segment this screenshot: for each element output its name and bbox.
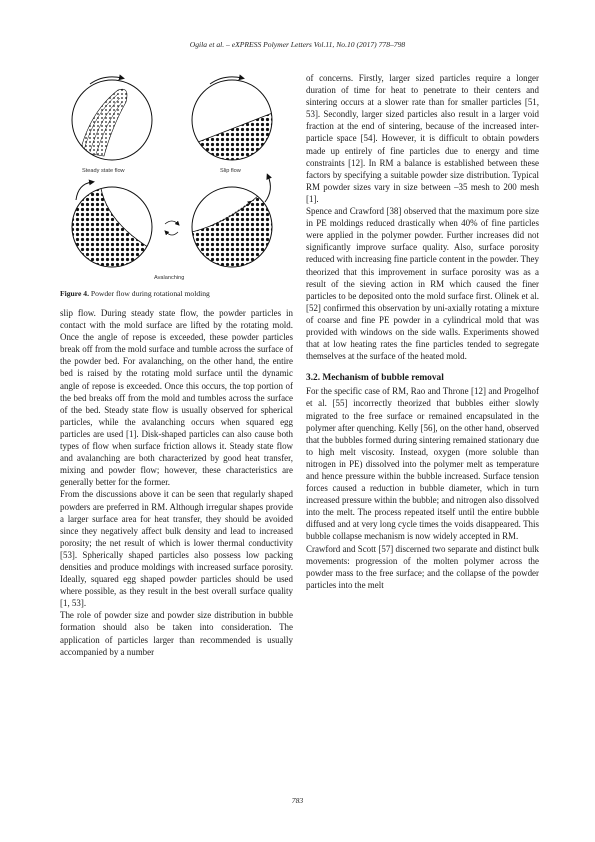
rotation-icon bbox=[165, 221, 178, 235]
label-avalanching: Avalanching bbox=[154, 275, 185, 281]
slip-flow-diagram bbox=[188, 77, 275, 174]
caption-label: Figure 4. bbox=[60, 289, 89, 298]
caption-text: Powder flow during rotational molding bbox=[88, 289, 210, 298]
figure-caption bbox=[60, 289, 293, 299]
paragraph: Crawford and Scott [57] discerned two separate and distinct bulk movements: progression of the molten polymer across the powder mass to the free surface; and the collapse of the powder particles into the melt bbox=[306, 543, 539, 590]
section-heading: 3.2. Mechanism of bubble removal bbox=[306, 373, 444, 384]
paragraph: slip flow. During steady state flow, the powder particles in contact with the mold surface are lifted by the rotating mold. Once the angle of repose is exceeded, these powder particles break off from the mold surface and tumble across the surface of the powder bed. For avalanching, on the other hand, the entire bed is raised by the rotating mold surface until the dynamic angle of repose is exceeded. Once this occurs, the top portion of the bed breaks off from the mold and tumbles across the surface of the bed. Steady state flow is usually observed for spherical particles, while the avalanching occurs when squared egg particles are used [1]. Disk-shaped particles can also cause both types of flow when surface friction allows it. Steady state flow and avalanching are both characterized by good heat transfer, mixing and powder flow; however, these characteristics are generally better for the former. bbox=[60, 308, 293, 488]
paragraph: Spence and Crawford [38] observed that the maximum pore size in PE moldings reduced drastically when 40% of fine particles were applied in the polymer powder. Further increases did not significantly improve surface quality. Also, surface porosity reduced with increasing fine particle content in the powder. They theorized that this improvement in surface porosity was as a result of the sieving action in RM which caused the finer particles to be deposited onto the mold surface first. Olinek et al. [52] confirmed this observation by uni-axially rotating a mixture of coarse and fine PE powder in a cylindrical mold that was provided with windows on the side walls. Experiments showed that at low heating rates the fine particles tended to segregate themselves at the surface of the heated mold. bbox=[306, 206, 539, 362]
right-column bbox=[306, 72, 539, 591]
avalanching-diagram-left bbox=[70, 182, 156, 272]
label-steady-state: Steady state flow bbox=[82, 168, 125, 174]
powder-flow-illustration bbox=[60, 72, 293, 287]
left-column bbox=[60, 72, 293, 658]
avalanching-diagram-right bbox=[192, 176, 275, 272]
page-number: 783 bbox=[291, 796, 304, 805]
figure-powder-flow bbox=[60, 72, 293, 287]
steady-state-diagram bbox=[72, 77, 152, 174]
paragraph: The role of powder size and powder size distribution in bubble formation should also be taken into consideration. The application of particles larger than recommended is usually accompanied by a number bbox=[60, 610, 293, 657]
running-header: Ogila et al. – eXPRESS Polymer Letters Vol.11, No.10 (2017) 778–798 bbox=[189, 40, 406, 49]
paragraph: of concerns. Firstly, larger sized particles require a longer duration of time for heat to penetrate to their centers and sintering occurs at a slower rate than for smaller particles [51, 53]. Secondly, larger sized particles also result in a larger void fraction at the end of sintering, because of the increased inter-particle space [54]. However, it is difficult to obtain powders made up entirely of fine particles due to energy and time constraints [12]. In RM a balance is established between these factors by specifying a suitable powder size distribution. Typical RM powder sizes vary in size between –35 mesh to 200 mesh [1]. bbox=[306, 73, 539, 204]
paragraph: From the discussions above it can be seen that regularly shaped powders are preferred in RM. Although irregular shapes provide a larger surface area for heat transfer, they should be avoided since they negatively affect bulk density and lead to increased porosity; the net result of which is lower thermal conductivity [53]. Spherically shaped particles also possess low packing densities and produce moldings with increased surface porosity. Ideally, squared egg shaped powder particles should be used where possible, as they result in the best overall surface quality [1, 53]. bbox=[60, 489, 293, 609]
label-slip-flow: Slip flow bbox=[220, 168, 241, 174]
paragraph: For the specific case of RM, Rao and Throne [12] and Progelhof et al. [55] incorrectly theorized that bubbles either slowly migrated to the free surface or remained encapsulated in the polymer after quenching. Kelly [56], on the other hand, observed that the bubbles formed during sintering remained stationary due to high melt viscosity. Instead, oxygen (more soluble than nitrogen in PE) dissolved into the polymer melt as temperature and hence pressure within the bubble increased. Surface tension forces caused a reduction in bubble diameter, which in turn increased pressure within the bubble; and nitrogen also dissolved into the melt. The process repeated itself until the entire bubble diffused and at very long cycle times the voids disappeared. This bubble collapse mechanism is now widely accepted in RM. bbox=[306, 386, 539, 542]
